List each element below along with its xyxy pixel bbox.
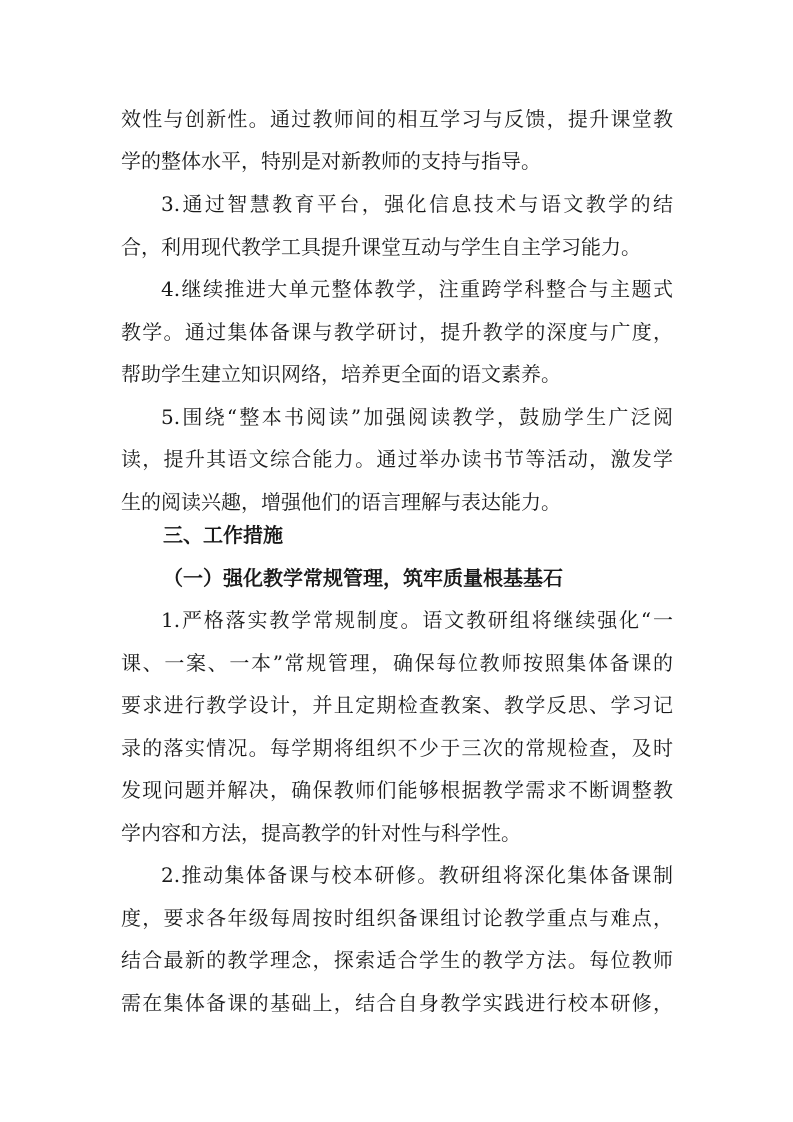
paragraph-line: 2.推动集体备课与校本研修。教研组将深化集体备课制 — [161, 863, 673, 887]
paragraph-line: 需在集体备课的基础上，结合自身教学实践进行校本研修， — [121, 991, 673, 1015]
paragraph-line: 要求进行教学设计，并且定期检查教案、教学反思、学习记 — [121, 693, 673, 717]
paragraph-line: 合，利用现代教学工具提升课堂互动与学生自主学习能力。 — [121, 235, 641, 259]
paragraph-line: 1.严格落实教学常规制度。语文教研组将继续强化“一 — [161, 608, 673, 632]
subsection-heading: （一）强化教学常规管理，筑牢质量根基基石 — [163, 566, 563, 590]
paragraph-line: 效性与创新性。通过教师间的相互学习与反馈，提升课堂教 — [121, 107, 673, 131]
paragraph-line: 4.继续推进大单元整体教学，注重跨学科整合与主题式 — [161, 277, 673, 301]
paragraph-line: 教学。通过集体备课与教学研讨，提升教学的深度与广度， — [121, 320, 673, 344]
paragraph-line: 帮助学生建立知识网络，培养更全面的语文素养。 — [121, 362, 561, 386]
paragraph-line: 课、一案、一本”常规管理，确保每位教师按照集体备课的 — [121, 651, 673, 675]
paragraph-line: 发现问题并解决，确保教师们能够根据教学需求不断调整教 — [121, 778, 673, 802]
paragraph-line: 读，提升其语文综合能力。通过举办读书节等活动，激发学 — [121, 447, 673, 471]
paragraph-line: 5.围绕“整本书阅读”加强阅读教学，鼓励学生广泛阅 — [161, 405, 673, 429]
paragraph-line: 度，要求各年级每周按时组织备课组讨论教学重点与难点， — [121, 906, 673, 930]
paragraph-line: 学内容和方法，提高教学的针对性与科学性。 — [121, 821, 521, 845]
section-heading: 三、工作措施 — [163, 523, 283, 547]
paragraph-line: 生的阅读兴趣，增强他们的语言理解与表达能力。 — [121, 490, 561, 514]
paragraph-line: 录的落实情况。每学期将组织不少于三次的常规检查，及时 — [121, 736, 673, 760]
paragraph-line: 学的整体水平，特别是对新教师的支持与指导。 — [121, 149, 541, 173]
paragraph-line: 3.通过智慧教育平台，强化信息技术与语文教学的结 — [161, 192, 673, 216]
paragraph-line: 结合最新的教学理念，探索适合学生的教学方法。每位教师 — [121, 948, 673, 972]
